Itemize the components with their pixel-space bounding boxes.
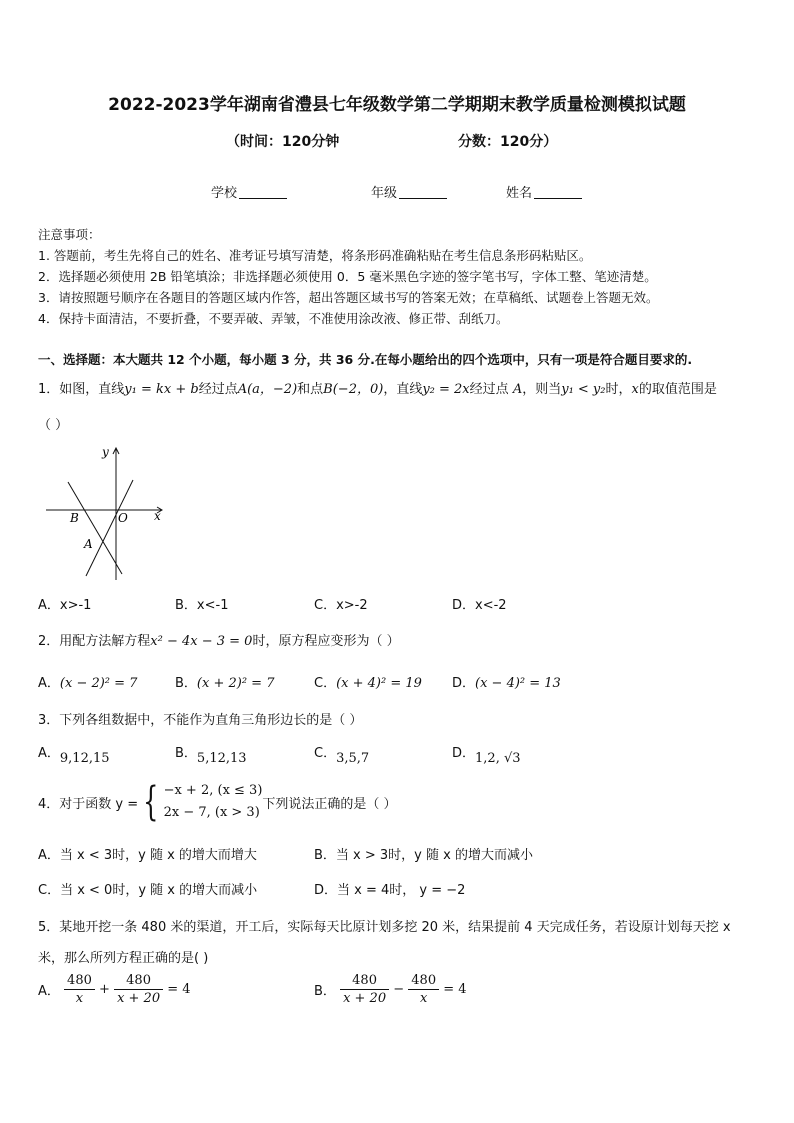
q1-text-a: 1．如图，直线 [38, 382, 125, 397]
q2-option-d-expr: (x − 4)² = 13 [475, 676, 561, 691]
q5-option-b-label: B． [314, 984, 336, 999]
q3-option-c[interactable] [314, 742, 370, 766]
q3-option-b[interactable] [175, 742, 247, 766]
line-y2 [86, 480, 133, 576]
q2-option-c-expr: (x + 4)² = 19 [336, 676, 422, 691]
note-item-4: 4．保持卡面清洁，不要折叠，不要弄破、弄皱，不准使用涂改液、修正带、刮纸刀。 [38, 311, 509, 326]
q2-option-a[interactable] [38, 672, 137, 691]
question-2-stem [38, 630, 400, 649]
q5-b-rhs: = 4 [443, 982, 467, 997]
q5-a-frac-2-den: x + 20 [117, 991, 161, 1006]
question-3-stem: 3．下列各组数据中，不能作为直角三角形边长的是（ ） [38, 713, 363, 728]
q5-b-frac-1-num: 480 [340, 972, 389, 990]
q5-a-frac-1 [64, 972, 95, 1007]
q5-a-frac-2-num: 480 [114, 972, 163, 990]
q1-text-g: ，则当 [522, 382, 562, 397]
q4-text-b: 下列说法正确的是（ ） [262, 796, 397, 812]
q1-option-d[interactable]: D．x<-2 [452, 598, 507, 613]
grade-blank[interactable] [399, 186, 447, 199]
q1-inequality: y₁ < y₂ [561, 382, 606, 397]
q4-option-c[interactable]: C．当 x < 0时，y 随 x 的增大而减小 [38, 883, 258, 898]
q2-option-d-label: D． [452, 676, 476, 691]
q5-option-a-label: A． [38, 984, 60, 999]
q2-text-a: 2．用配方法解方程 [38, 634, 151, 649]
q1-point-b: B(−2，0) [323, 382, 384, 397]
q1-text-d: ，直线 [383, 382, 423, 397]
exam-score: 分数：120分） [458, 134, 558, 150]
point-b-label: B [70, 511, 79, 525]
q5-b-frac-2 [408, 972, 439, 1007]
q3-option-b-label: B． [175, 746, 197, 761]
piece-1: −x + 2, (x ≤ 3) [163, 783, 263, 798]
question-1-stem [38, 378, 717, 397]
name-blank[interactable] [534, 186, 582, 199]
q1-text-f: A [512, 382, 523, 397]
q5-a-rhs: = 4 [167, 982, 191, 997]
q3-option-d[interactable] [452, 742, 521, 766]
notes-heading: 注意事项： [38, 227, 101, 242]
page-title: 2022-2023学年湖南省澧县七年级数学第二学期期末教学质量检测模拟试题 [108, 95, 686, 115]
q5-b-frac-2-den: x [420, 991, 428, 1006]
section-heading: 一、选择题：本大题共 12 个小题，每小题 3 分，共 36 分.在每小题给出的四个选项中，只有一项是符合题目要求的. [38, 352, 693, 367]
q5-b-frac-2-num: 480 [408, 972, 439, 990]
q2-option-b-label: B． [175, 676, 197, 691]
q5-a-frac-1-den: x [75, 991, 84, 1006]
q1-text-c: 和点 [297, 382, 324, 397]
q1-text-e: 经过点 [469, 382, 509, 397]
q5-b-operator: − [393, 982, 405, 997]
q4-option-b[interactable]: B．当 x > 3时，y 随 x 的增大而减小 [314, 848, 533, 863]
exam-time: （时间：120分钟 [226, 134, 340, 150]
q1-line-y2: y₂ = 2x [422, 382, 470, 397]
q2-option-c-label: C． [314, 676, 337, 691]
note-item-2: 2．选择题必须使用 2B 铅笔填涂；非选择题必须使用 0．5 毫米黑色字迹的签字笔书写，字体工整、笔迹清楚。 [38, 269, 657, 284]
q1-line-y1: y₁ = kx + b [124, 382, 199, 397]
q4-text-a: 4．对于函数 y = [38, 796, 139, 812]
q4-option-d[interactable]: D．当 x = 4时， y = −2 [314, 883, 466, 898]
q2-equation: x² − 4x − 3 = 0 [150, 634, 253, 649]
q5-option-b[interactable] [314, 972, 467, 1007]
q2-option-d[interactable] [452, 672, 561, 691]
origin-label: O [118, 511, 128, 525]
school-field[interactable] [211, 182, 287, 201]
name-field[interactable] [506, 182, 582, 201]
q5-option-a[interactable] [38, 972, 191, 1007]
q2-option-b-expr: (x + 2)² = 7 [196, 676, 275, 691]
q1-graph [40, 440, 170, 585]
q3-option-b-expr: 5,12,13 [196, 751, 247, 766]
question-5-line-2: 米，那么所列方程正确的是( ) [38, 951, 209, 966]
q1-text-h: 时， [605, 382, 632, 397]
piecewise-cases [164, 780, 263, 824]
notes-block [38, 224, 658, 329]
piecewise-brace: { [143, 779, 159, 825]
q2-option-a-expr: (x − 2)² = 7 [59, 676, 138, 691]
q1-option-c[interactable]: C．x>-2 [314, 598, 368, 613]
q4-option-a[interactable]: A．当 x < 3时，y 随 x 的增大而增大 [38, 848, 257, 863]
school-label: 学校 [211, 186, 238, 201]
y-label: y [102, 445, 109, 459]
q3-option-d-label: D． [452, 746, 476, 761]
point-a-label: A [84, 537, 93, 551]
q2-text-b: 时，原方程应变形为（ ） [252, 634, 400, 649]
name-label: 姓名 [506, 186, 533, 201]
piece-2: 2x − 7, (x > 3) [163, 805, 260, 820]
q3-option-c-label: C． [314, 746, 337, 761]
q5-a-frac-1-num: 480 [64, 972, 95, 990]
q2-option-c[interactable] [314, 672, 422, 691]
q2-option-a-label: A． [38, 676, 60, 691]
q1-var-x: x [631, 382, 639, 397]
q1-point-a: A(a，−2) [237, 382, 298, 397]
q5-b-frac-1-den: x + 20 [343, 991, 387, 1006]
note-item-3: 3．请按照题号顺序在各题目的答题区域内作答，超出答题区域书写的答案无效；在草稿纸、试题卷上答题无效。 [38, 290, 659, 305]
q5-a-frac-2 [114, 972, 163, 1007]
grade-field[interactable] [371, 182, 447, 201]
x-label: x [154, 509, 161, 523]
q5-b-frac-1 [340, 972, 389, 1007]
q1-text-i: 的取值范围是 [638, 382, 717, 397]
q1-answer-paren: （ ） [38, 418, 69, 433]
q3-option-a-label: A． [38, 746, 60, 761]
q1-option-b[interactable]: B．x<-1 [175, 598, 229, 613]
grade-label: 年级 [371, 186, 398, 201]
question-4-stem [38, 780, 397, 824]
q1-text-b: 经过点 [198, 382, 238, 397]
q3-option-c-expr: 3,5,7 [336, 751, 370, 766]
q2-option-b[interactable] [175, 672, 274, 691]
line-y1 [68, 482, 122, 574]
school-blank[interactable] [239, 186, 287, 199]
q5-a-operator: + [99, 982, 110, 997]
q1-option-a[interactable]: A．x>-1 [38, 598, 92, 613]
question-5-line-1: 5．某地开挖一条 480 米的渠道，开工后，实际每天比原计划多挖 20 米，结果提前 4 天完成任务，若设原计划每天挖 x [38, 920, 731, 935]
q3-option-a[interactable] [38, 742, 110, 766]
note-item-1: 1. 答题前，考生先将自己的姓名、准考证号填写清楚，将条形码准确粘贴在考生信息条形码粘贴区。 [38, 248, 592, 263]
q3-option-d-expr: 1,2, √3 [475, 751, 521, 766]
q3-option-a-expr: 9,12,15 [59, 751, 110, 766]
